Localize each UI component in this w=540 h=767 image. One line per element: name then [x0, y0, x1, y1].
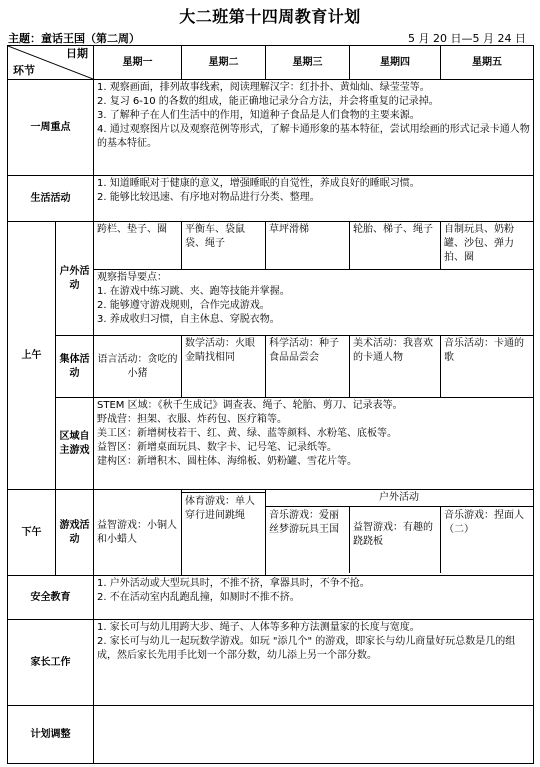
- life-row: [8, 176, 534, 222]
- week-focus-item: 3. 了解种子在人们生活中的作用，知道种子食品是人们食物的主要来源。: [97, 110, 420, 121]
- parents-item: 2. 家长可与幼儿一起玩数学游戏。如玩 "添几个" 的游戏，即家长与幼儿商量好玩总数是几的组成，然后家长先用手比划一个部分数，幼儿添上另一个部分数。: [97, 636, 516, 661]
- adjust-label: 计划调整: [8, 706, 94, 764]
- section-header-label: 环节: [13, 64, 35, 77]
- date-range: 5 月 20 日—5 月 24 日: [408, 32, 526, 45]
- week-focus-label: 一周重点: [8, 80, 94, 176]
- outdoor-note: 2. 能够遵守游戏规则，合作完成游戏。: [97, 300, 270, 311]
- outdoor-monday: 跨栏、垫子、圈: [94, 222, 182, 270]
- life-label: 生活活动: [8, 176, 94, 222]
- afternoon-row: [8, 490, 534, 576]
- week-focus-item: 1. 观察画面，排列故事线索，阅读理解汉字：红扑扑、黄灿灿、绿莹莹等。: [97, 82, 430, 93]
- date-header-label: 日期: [66, 47, 88, 60]
- area-label: 区域自主游戏: [56, 398, 94, 490]
- area-content: [94, 398, 534, 490]
- parents-item: 1. 家长可与幼儿用跨大步、绳子、人体等多种方法测量家的长度与宽度。: [97, 622, 420, 633]
- game-wed-fri-split: [266, 507, 533, 573]
- area-item: 建构区：新增积木、圆柱体、海绵板、奶粉罐、雪花片等。: [97, 456, 357, 467]
- week-focus-item: 4. 通过观察图片以及观察范例等形式，了解卡通形象的基本特征，尝试用绘画的形式记录卡通人物的基本特征。: [97, 124, 530, 149]
- outdoor-days-row: [8, 222, 534, 270]
- outdoor-thursday: 轮胎、梯子、绳子: [350, 222, 441, 270]
- group-thursday: 美术活动：我喜欢的卡通人物: [350, 336, 441, 398]
- header-row: [8, 46, 534, 80]
- afternoon-label: 下午: [8, 490, 56, 576]
- game-wednesday: 音乐游戏：爱丽丝梦游玩具王国: [266, 507, 350, 573]
- area-item: 美工区：新增树枝若干、红、黄、绿、蓝等颜料、水粉笔、底板等。: [97, 428, 397, 439]
- group-row: [8, 336, 534, 398]
- plan-table: [7, 45, 534, 764]
- area-item: 野战营：担架、衣服、炸药包、医疗箱等。: [97, 414, 287, 425]
- group-friday: 音乐活动：卡通的歌: [441, 336, 534, 398]
- life-item: 2. 能够比较迅速、有序地对物品进行分类、整理。: [97, 192, 320, 203]
- outdoor-friday: 自制玩具、奶粉罐、沙包、弹力拍、圈: [441, 222, 534, 270]
- parents-label: 家长工作: [8, 620, 94, 706]
- area-item: 益智区：新增桌面玩具、数字卡、记号笔、记录纸等。: [97, 442, 337, 453]
- week-focus-item: 2. 复习 6-10 的各数的组成，能正确地记录分合方法，并会将重复的记录掉。: [97, 96, 439, 107]
- day-header-monday: 星期一: [94, 46, 182, 80]
- outdoor-label: 户外活动: [56, 222, 94, 336]
- safety-row: [8, 576, 534, 620]
- parents-content: [94, 620, 534, 706]
- safety-item: 1. 户外活动或大型玩具时，不推不挤，拿器具时，不争不抢。: [97, 578, 370, 589]
- safety-content: [94, 576, 534, 620]
- outdoor-notes: [94, 270, 534, 336]
- day-header-wednesday: 星期三: [266, 46, 350, 80]
- outdoor-wednesday: 草坪滑梯: [266, 222, 350, 270]
- life-item: 1. 知道睡眠对于健康的意义，增强睡眠的自觉性，养成良好的睡眠习惯。: [97, 178, 420, 189]
- area-item: STEM 区域：《秋千生成记》调查表、绳子、轮胎、剪刀、记录表等。: [97, 400, 403, 411]
- outdoor-tuesday: 平衡车、袋鼠袋、绳子: [182, 222, 266, 270]
- game-monday: 益智游戏：小铜人和小蜡人: [94, 490, 182, 576]
- game-tuesday-cell: [182, 490, 266, 576]
- game-label: 游戏活动: [56, 490, 94, 576]
- corner-cell: [8, 46, 94, 80]
- day-header-thursday: 星期四: [350, 46, 441, 80]
- outdoor-note: 观察指导要点：: [97, 272, 167, 283]
- safety-label: 安全教育: [8, 576, 94, 620]
- week-focus-content: [94, 80, 534, 176]
- outdoor-activity-header: 户外活动: [266, 490, 534, 507]
- game-thursday: 益智游戏：有趣的跷跷板: [350, 507, 441, 573]
- game-tuesday: 体育游戏：单人穿行进间跳绳: [185, 496, 255, 521]
- day-header-tuesday: 星期二: [182, 46, 266, 80]
- page-title: 大二班第十四周教育计划: [179, 7, 361, 26]
- week-focus-row: [8, 80, 534, 176]
- parents-row: [8, 620, 534, 706]
- life-content: [94, 176, 534, 222]
- safety-item: 2. 不在活动室内乱跑乱撞，如厕时不推不挤。: [97, 592, 300, 603]
- area-row: [8, 398, 534, 490]
- outdoor-note: 3. 养成收归习惯，自主休息、穿脱衣物。: [97, 314, 280, 325]
- group-monday: 语言活动：贪吃的小猪: [94, 336, 182, 398]
- group-tuesday: 数学活动：火眼金睛找相同: [182, 336, 266, 398]
- adjust-content: [94, 706, 534, 764]
- game-wed-fri-cell: [266, 490, 534, 576]
- day-header-friday: 星期五: [441, 46, 534, 80]
- outdoor-note: 1. 在游戏中练习跳、夹、跑等技能并掌握。: [97, 286, 290, 297]
- group-wednesday: 科学活动：种子食品品尝会: [266, 336, 350, 398]
- morning-label: 上午: [8, 222, 56, 490]
- group-label: 集体活动: [56, 336, 94, 398]
- adjust-row: [8, 706, 534, 764]
- theme-label: 主题：童话王国（第二周）: [8, 32, 140, 45]
- game-friday: 音乐游戏：捏面人（二）: [444, 510, 524, 535]
